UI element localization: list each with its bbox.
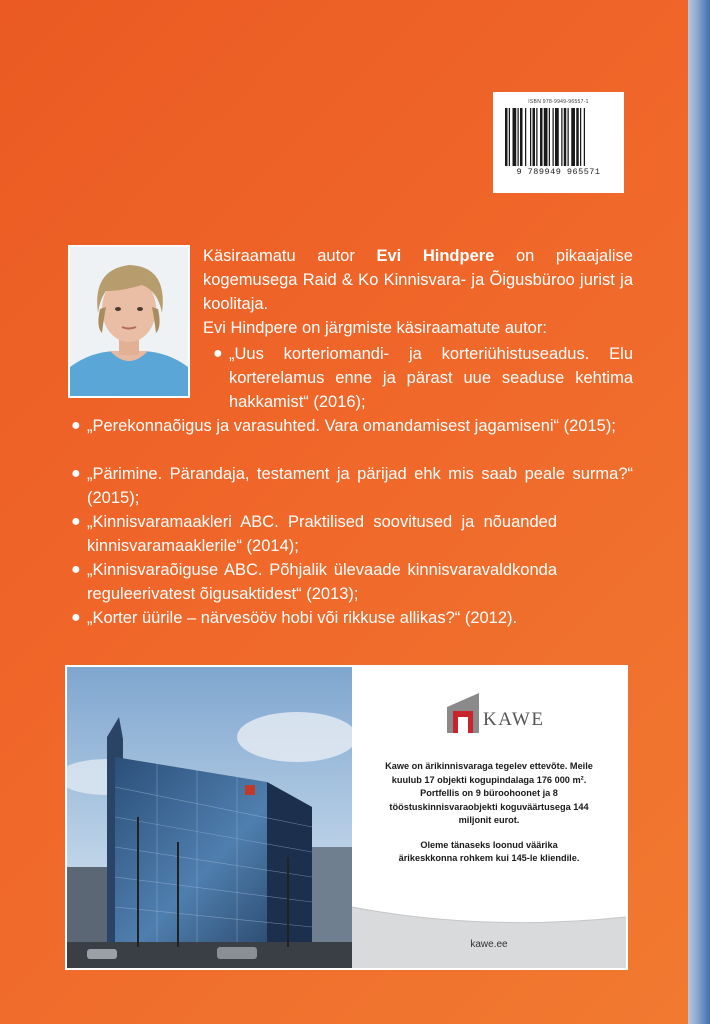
bullet-icon: ● — [71, 465, 81, 482]
bullet-icon: ● — [71, 561, 81, 578]
office-building-photo — [67, 667, 357, 968]
author-portrait-icon — [70, 247, 188, 396]
kawe-website-link[interactable]: kawe.ee — [470, 939, 508, 950]
bullet-icon: ● — [213, 345, 223, 362]
book-item: ● „Perekonnaõigus ja varasuhted. Vara omandamisest jagamiseni“ (2015); — [87, 414, 633, 438]
book-item: ● „Kinnisvaramaakleri ABC. Praktilised soovitused ja nõuanded kinnisvaramaaklerile“ (2014); — [87, 510, 557, 558]
kawe-info-panel — [352, 667, 626, 968]
barcode-icon — [505, 108, 612, 166]
book-item: ● „Pärimine. Pärandaja, testament ja pärijad ehk mis saab peale surma?“ (2015); — [87, 462, 633, 510]
kawe-description — [352, 760, 626, 877]
book-item: ● „Uus korteriomandi- ja korteriühistuseadus. Elu korterelamus enne ja pärast uue seaduse kehtima hakkamist“ (2016); — [229, 342, 633, 414]
bullet-icon: ● — [71, 609, 81, 626]
kawe-brand-name: KAWE — [483, 709, 545, 730]
author-bio — [203, 244, 633, 340]
author-photo — [68, 245, 190, 398]
book-spine — [688, 0, 710, 1024]
kawe-paragraph-1: Kawe on ärikinnisvaraga tegelev ettevõte. Meile kuulub 17 objekti kogupindalaga 176 000 m². Portfellis on 9 büroohoonet ja 8 tööstuskinnisvaraobjekti koguväärtusega 144 miljonit eurot. — [385, 761, 593, 825]
bullet-icon: ● — [71, 513, 81, 530]
author-intro: Käsiraamatu autor Evi Hindpere on pikaajalise kogemusega Raid & Ko Kinnisvara- ja Õigusbüroo jurist ja koolitaja. — [203, 247, 633, 313]
kawe-paragraph-2: Oleme tänaseks loonud väärika ärikeskkonna rohkem kui 145-le kliendile. — [398, 839, 580, 863]
books-heading: Evi Hindpere on järgmiste käsiraamatute autor: — [203, 319, 547, 337]
bullet-icon: ● — [71, 417, 81, 434]
author-name: Evi Hindpere — [376, 247, 495, 265]
isbn-barcode — [493, 92, 624, 193]
barcode-number: 9 789949 965571 — [516, 167, 601, 177]
book-item: ● „Korter üürile – närvesööv hobi või rikkuse allikas?“ (2012). — [87, 606, 633, 630]
isbn-text: ISBN 978-9949-96557-1 — [528, 99, 589, 105]
kawe-advertisement — [65, 665, 628, 970]
book-item: ● „Kinnisvaraõiguse ABC. Põhjalik ülevaade kinnisvaravaldkonda reguleerivatest õigusaktidest“ (2013); — [87, 558, 557, 606]
kawe-logo-icon — [447, 693, 479, 733]
